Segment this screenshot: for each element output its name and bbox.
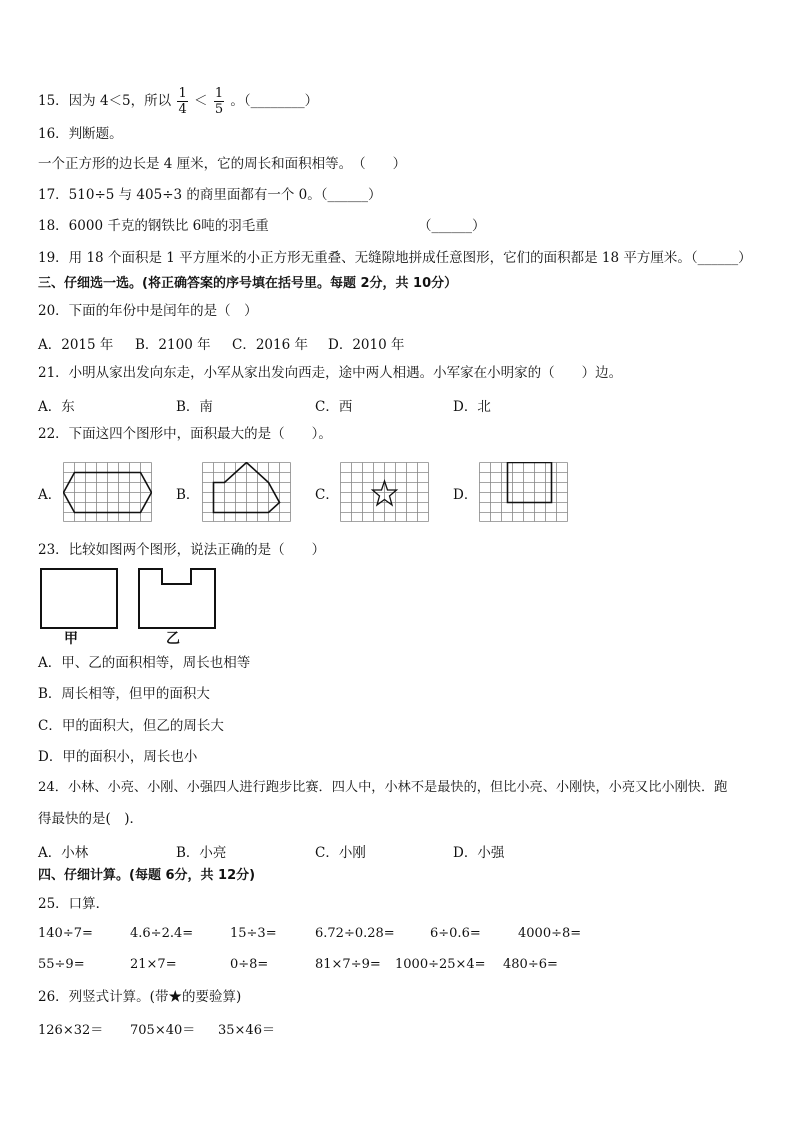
calc-item: 15÷3=	[230, 926, 277, 941]
section-4-title: 四、仔细计算。(每题 6分，共 12分)	[38, 868, 256, 883]
q22-figure-b-house	[202, 462, 291, 522]
frac1-denominator: 4	[178, 102, 187, 117]
question-19: 19．用 18 个面积是 1 平方厘米的小正方形无重叠、无缝隙地拼成任意图形，它们的面积都是 18 平方厘米。（______）	[38, 250, 752, 266]
q22-label-c[interactable]: C．	[315, 487, 339, 503]
figure-label-yi: 乙	[166, 631, 180, 647]
frac1-numerator: 1	[178, 86, 187, 101]
less-than-sign: ＜	[194, 93, 208, 109]
q21-option-a[interactable]: A．东	[38, 399, 75, 415]
question-25-title: 25．口算．	[38, 896, 110, 912]
q20-option-b[interactable]: B．2100 年	[135, 337, 211, 353]
q24-option-c[interactable]: C．小刚	[315, 845, 366, 861]
calc-item: 0÷8=	[230, 957, 269, 972]
q20-option-a[interactable]: A．2015 年	[38, 337, 114, 353]
calc-item: 81×7÷9=	[315, 957, 381, 972]
q22-figure-a-hexagon	[63, 462, 152, 522]
question-20: 20．下面的年份中是闰年的是（ ）	[38, 303, 258, 319]
calc-item: 4.6÷2.4=	[130, 926, 194, 941]
question-15	[38, 86, 318, 117]
vertical-calc-item: 35×46＝	[218, 1023, 275, 1038]
question-21: 21．小明从家出发向东走，小军从家出发向西走，途中两人相遇。小军家在小明家的（ ）边。	[38, 365, 623, 381]
calc-item: 55÷9=	[38, 957, 85, 972]
question-23: 23．比较如图两个图形，说法正确的是（ ）	[38, 542, 326, 558]
q15-close: ）	[304, 93, 319, 109]
q21-option-c[interactable]: C．西	[315, 399, 353, 415]
q22-label-a[interactable]: A．	[38, 487, 62, 503]
fraction-1-5	[214, 86, 224, 117]
calc-item: 6÷0.6=	[430, 926, 481, 941]
q15-suffix: 。（	[230, 93, 251, 109]
q22-figure-d-square	[479, 462, 568, 522]
question-26-title: 26．列竖式计算。(带★的要验算)	[38, 989, 242, 1005]
question-24-line2: 得最快的是( )．	[38, 811, 144, 827]
calc-item: 140÷7=	[38, 926, 93, 941]
q21-option-d[interactable]: D．北	[453, 399, 491, 415]
vertical-calc-item: 126×32＝	[38, 1023, 104, 1038]
q20-option-d[interactable]: D．2010 年	[328, 337, 405, 353]
q22-label-b[interactable]: B．	[176, 487, 200, 503]
q24-option-a[interactable]: A．小林	[38, 845, 89, 861]
calc-item: 1000÷25×4=	[395, 957, 486, 972]
question-16-statement: 一个正方形的边长是 4 厘米，它的周长和面积相等。 （ ）	[38, 156, 407, 172]
q22-figure-c-star	[340, 462, 429, 522]
q22-label-d[interactable]: D．	[453, 487, 478, 503]
q23-option-c[interactable]: C．甲的面积大，但乙的周长大	[38, 718, 224, 734]
frac2-numerator: 1	[214, 86, 224, 101]
vertical-calc-item: 705×40＝	[130, 1023, 196, 1038]
q24-option-b[interactable]: B．小亮	[176, 845, 227, 861]
question-22: 22．下面这四个图形中，面积最大的是（ ）。	[38, 426, 332, 442]
q23-option-d[interactable]: D．甲的面积小，周长也小	[38, 749, 198, 765]
q15-prefix: 15．因为 4＜5，所以	[38, 93, 172, 109]
answer-blank[interactable]: ________	[250, 93, 305, 109]
question-17: 17．510÷5 与 405÷3 的商里面都有一个 0。（______）	[38, 187, 382, 203]
question-24-line1: 24．小林、小亮、小刚、小强四人进行跑步比赛．四人中，小林不是最快的，但比小亮、小刚快，小亮又比小刚快．跑	[38, 780, 728, 795]
calc-item: 4000÷8=	[518, 926, 582, 941]
question-16-title: 16．判断题。	[38, 126, 123, 142]
q20-option-c[interactable]: C．2016 年	[232, 337, 308, 353]
calc-item: 6.72÷0.28=	[315, 926, 395, 941]
question-18-blank[interactable]: （______）	[418, 218, 486, 234]
fraction-1-4	[177, 86, 187, 117]
q23-option-b[interactable]: B．周长相等，但甲的面积大	[38, 686, 210, 702]
figure-label-jia: 甲	[64, 631, 78, 647]
q21-option-b[interactable]: B．南	[176, 399, 213, 415]
calc-item: 21×7=	[130, 957, 177, 972]
q24-option-d[interactable]: D．小强	[453, 845, 505, 861]
section-3-title: 三、仔细选一选。(将正确答案的序号填在括号里。每题 2分，共 10分）	[38, 276, 458, 291]
question-18: 18．6000 千克的钢铁比 6吨的羽毛重	[38, 218, 269, 234]
frac2-denominator: 5	[214, 102, 224, 117]
q23-option-a[interactable]: A．甲、乙的面积相等，周长也相等	[38, 655, 251, 671]
calc-item: 480÷6=	[503, 957, 558, 972]
